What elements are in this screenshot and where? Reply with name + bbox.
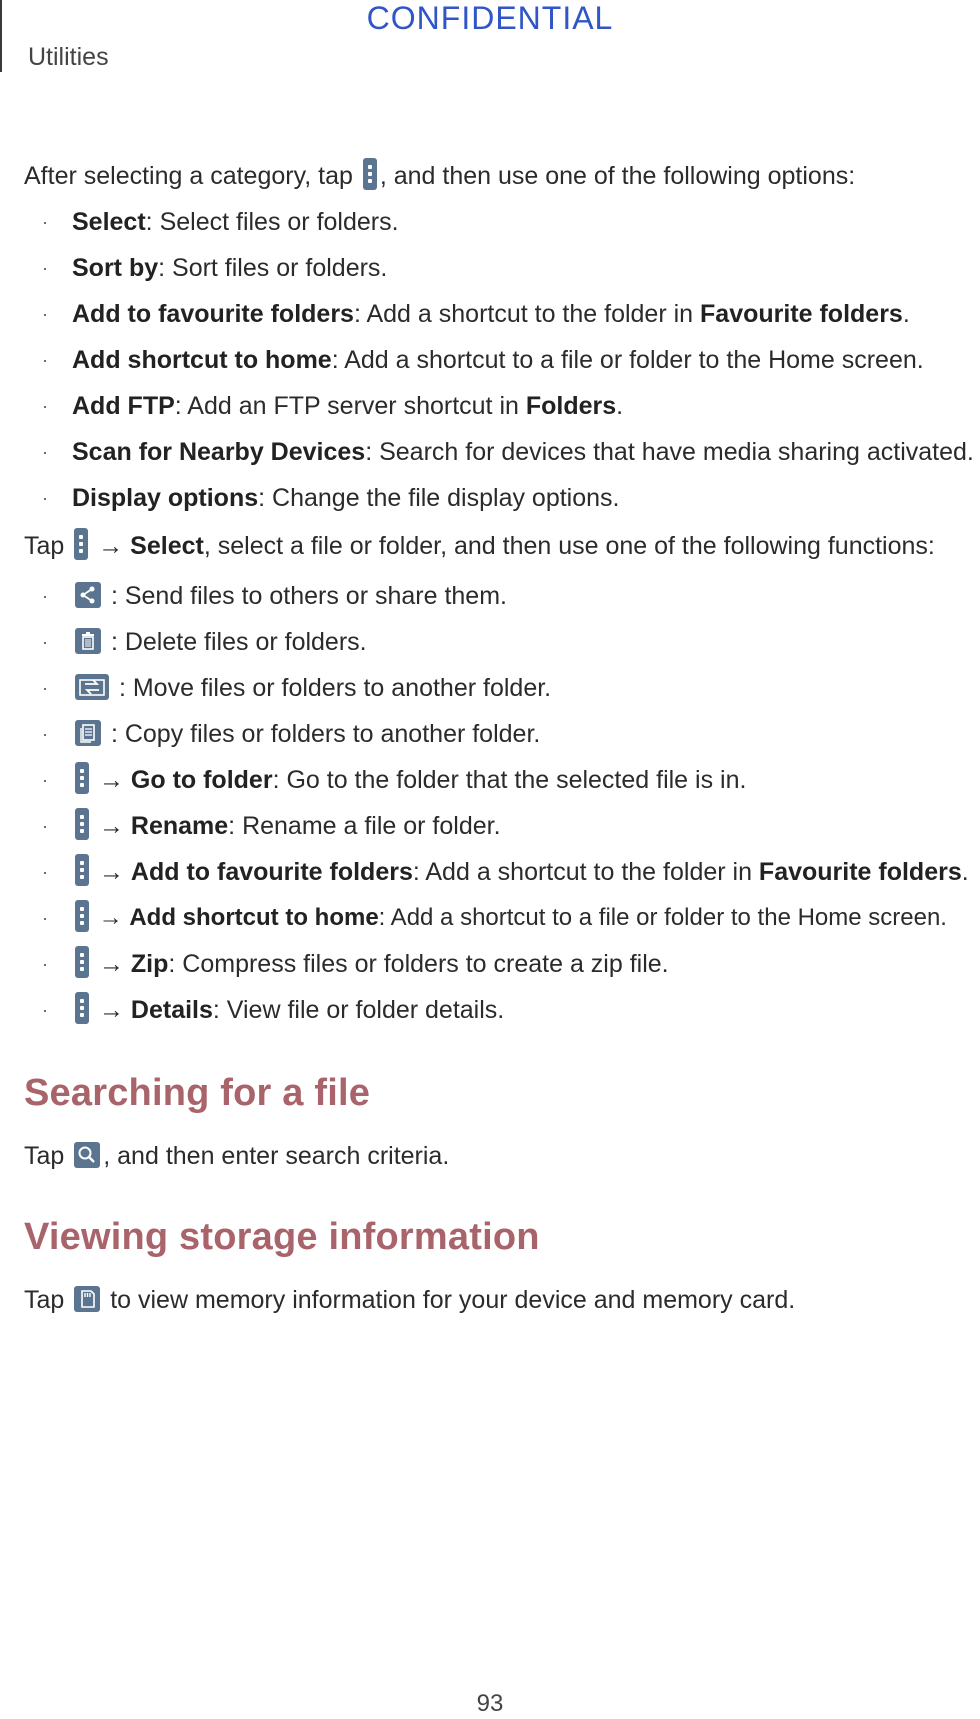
- storage-paragraph: Tap to view memory information for your device and memory card.: [24, 1286, 796, 1314]
- page-number: 93: [476, 1690, 504, 1717]
- more-options-icon: [363, 158, 377, 190]
- more-options-icon: [75, 946, 89, 978]
- section-title: Utilities: [28, 43, 109, 71]
- heading-storage: Viewing storage information: [24, 1216, 540, 1258]
- more-options-icon: [75, 854, 89, 886]
- select-paragraph: Tap → Select, select a file or folder, and then use one of the following functions:: [24, 530, 935, 563]
- search-icon: [74, 1142, 100, 1168]
- intro-paragraph: After selecting a category, tap , and then use one of the following options:: [24, 160, 855, 193]
- storage-icon: [74, 1286, 100, 1312]
- more-options-icon: [75, 992, 89, 1024]
- move-icon: [75, 674, 109, 700]
- share-icon: [75, 582, 101, 608]
- more-options-icon: [75, 808, 89, 840]
- more-options-icon: [75, 762, 89, 794]
- delete-icon: [75, 628, 101, 654]
- heading-searching: Searching for a file: [24, 1072, 371, 1114]
- confidential-watermark: CONFIDENTIAL: [366, 0, 614, 36]
- copy-icon: [75, 720, 101, 746]
- more-options-icon: [75, 900, 89, 932]
- more-options-icon: [74, 528, 88, 560]
- search-paragraph: Tap , and then enter search criteria.: [24, 1142, 450, 1170]
